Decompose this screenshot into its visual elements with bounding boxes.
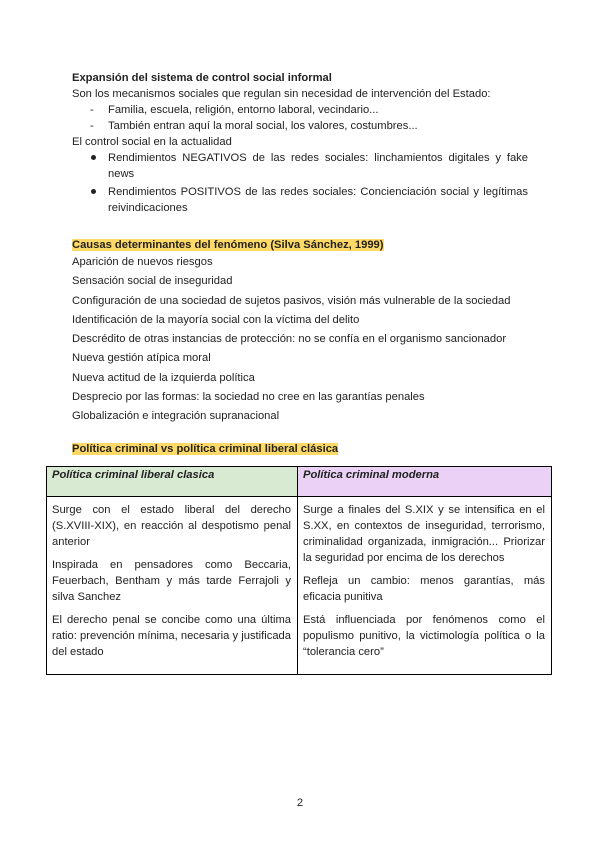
- section-title-comparison: Política criminal vs política criminal liberal clásica: [72, 443, 339, 455]
- column-header-liberal: Política criminal liberal clasica: [47, 467, 298, 497]
- dash-list: [72, 102, 528, 134]
- section-comparison: [72, 441, 528, 457]
- cell-paragraph: Refleja un cambio: menos garantías, más eficacia punitiva: [303, 575, 545, 603]
- section-causes: [72, 237, 528, 427]
- cause-item: Globalización e integración supranacional: [72, 410, 280, 423]
- bullet-list: [72, 150, 528, 216]
- cause-item: Sensación social de inseguridad: [72, 275, 233, 288]
- cause-item: Aparición de nuevos riesgos: [72, 256, 213, 268]
- page-number: 2: [296, 797, 304, 809]
- cause-item: Nueva actitud de la izquierda política: [72, 371, 255, 384]
- cause-item: Configuración de una sociedad de sujetos pasivos, visión más vulnerable de la sociedad: [72, 294, 511, 307]
- section-title-informal-control: Expansión del sistema de control social informal: [72, 72, 332, 84]
- control-line: El control social en la actualidad: [72, 136, 232, 148]
- cell-paragraph: Inspirada en pensadores como Beccaria, Feuerbach, Bentham y más tarde Ferrajoli y silva Sanchez: [52, 559, 291, 603]
- table-cell-liberal: [47, 497, 298, 675]
- section-informal-control: [72, 70, 528, 218]
- cell-paragraph: Está influenciada por fenómenos como el populismo punitivo, la victimología política o la “tolerancia cero”: [303, 614, 545, 658]
- bullet-item: Rendimientos POSITIVOS de las redes sociales: Concienciación social y legítimas reivindicaciones: [72, 184, 528, 216]
- cause-item: Descrédito de otras instancias de protección: no se confía en el organismo sancionador: [72, 333, 507, 346]
- intro-text: Son los mecanismos sociales que regulan sin necesidad de intervención del Estado:: [72, 88, 491, 100]
- bullet-item: Rendimientos NEGATIVOS de las redes sociales: linchamientos digitales y fake news: [72, 150, 528, 182]
- cause-item: Desprecio por las formas: la sociedad no cree en las garantías penales: [72, 391, 425, 404]
- comparison-table: [46, 466, 552, 675]
- column-header-modern: Política criminal moderna: [298, 467, 552, 497]
- list-item: - También entran aquí la moral social, los valores, costumbres...: [72, 118, 528, 134]
- table-row: [47, 497, 552, 675]
- section-title-causes: Causas determinantes del fenómeno (Silva Sánchez, 1999): [72, 239, 384, 251]
- table-header-row: [47, 467, 552, 497]
- list-item: - Familia, escuela, religión, entorno laboral, vecindario...: [72, 102, 528, 118]
- cause-item: Identificación de la mayoría social con la víctima del delito: [72, 313, 360, 326]
- cell-paragraph: Surge a finales del S.XIX y se intensifica en el S.XX, en contextos de inseguridad, terrorismo, criminalidad organizada, inmigración... Priorizar la seguridad por encima de los derechos: [303, 504, 545, 564]
- cell-paragraph: El derecho penal se concibe como una última ratio: prevención mínima, necesaria y justificada del estado: [52, 614, 291, 658]
- cause-item: Nueva gestión atípica moral: [72, 352, 211, 365]
- table-cell-modern: [298, 497, 552, 675]
- cell-paragraph: Surge con el estado liberal del derecho (S.XVIII-XIX), en reacción al despotismo penal anterior: [52, 504, 291, 548]
